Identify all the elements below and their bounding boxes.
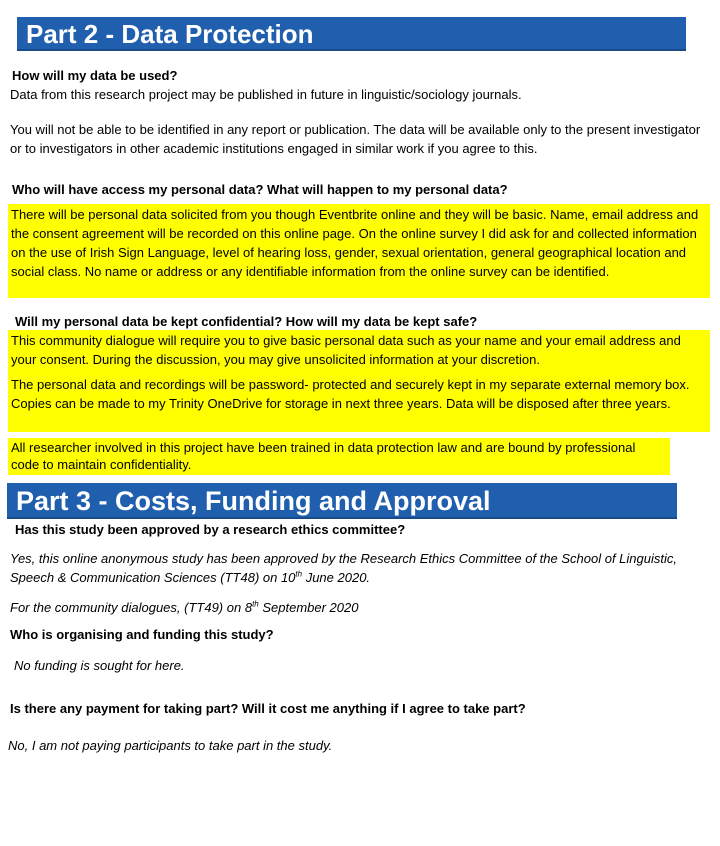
answer-trained-highlighted: All researcher involved in this project have been trained in data protection law and are bound by professional code to maintain confidentiality. xyxy=(8,438,670,475)
answer-approved-date: June 2020. xyxy=(302,570,371,585)
question-access: Who will have access my personal data? What will happen to my personal data? xyxy=(12,182,508,197)
question-confidential: Will my personal data be kept confidential? How will my data be kept safe? xyxy=(15,314,478,329)
answer-dialogues-text: For the community dialogues, (TT49) on 8 xyxy=(10,600,253,615)
question-approved: Has this study been approved by a research ethics committee? xyxy=(15,522,406,537)
part3-heading: Part 3 - Costs, Funding and Approval xyxy=(7,483,677,519)
part2-heading: Part 2 - Data Protection xyxy=(17,17,686,51)
answer-payment: No, I am not paying participants to take part in the study. xyxy=(8,738,333,753)
question-funding: Who is organising and funding this study? xyxy=(10,627,274,642)
question-payment: Is there any payment for taking part? Will it cost me anything if I agree to take part? xyxy=(10,701,526,716)
answer-dialogues-date: September 2020 xyxy=(258,600,359,615)
answer-approved-text: Yes, this online anonymous study has been approved by the Research Ethics Committee of the School of Linguistic, Speech & Communication Sciences (TT48) on 10 xyxy=(10,551,677,585)
answer-dialogue: This community dialogue will require you to give basic personal data such as your name and your email address and your consent. During the discussion, you may give unsolicited information at your discretion. xyxy=(11,333,681,367)
answer-dialogues-superscript: th xyxy=(252,599,259,609)
answer-dialogues-approval xyxy=(10,598,358,617)
answer-not-identified: You will not be able to be identified in any report or publication. The data will be available only to the present investigator or to investigators in other academic institutions engaged in similar work if you agree to this. xyxy=(10,122,701,156)
answer-access-highlighted: There will be personal data solicited from you though Eventbrite online and they will be basic. Name, email address and the consent agreement will be recorded on this online page. On the online survey I did ask for and collected information on the use of Irish Sign Language, level of hearing loss, gender, sexual orientation, general geographical location and social class. No name or address or any identifiable information from the online survey can be identified. xyxy=(8,204,710,298)
answer-data-used: Data from this research project may be published in future in linguistic/sociology journals. xyxy=(10,87,522,102)
answer-funding: No funding is sought for here. xyxy=(14,658,185,673)
answer-approved xyxy=(10,549,710,587)
answer-approved-superscript: th xyxy=(295,569,303,579)
answer-confidential-highlighted xyxy=(8,330,710,432)
answer-recordings: The personal data and recordings will be password- protected and securely kept in my separate external memory box. Copies can be made to my Trinity OneDrive for storage in next three years. Data will be disposed after three years. xyxy=(11,377,690,411)
question-data-used: How will my data be used? xyxy=(12,68,178,83)
